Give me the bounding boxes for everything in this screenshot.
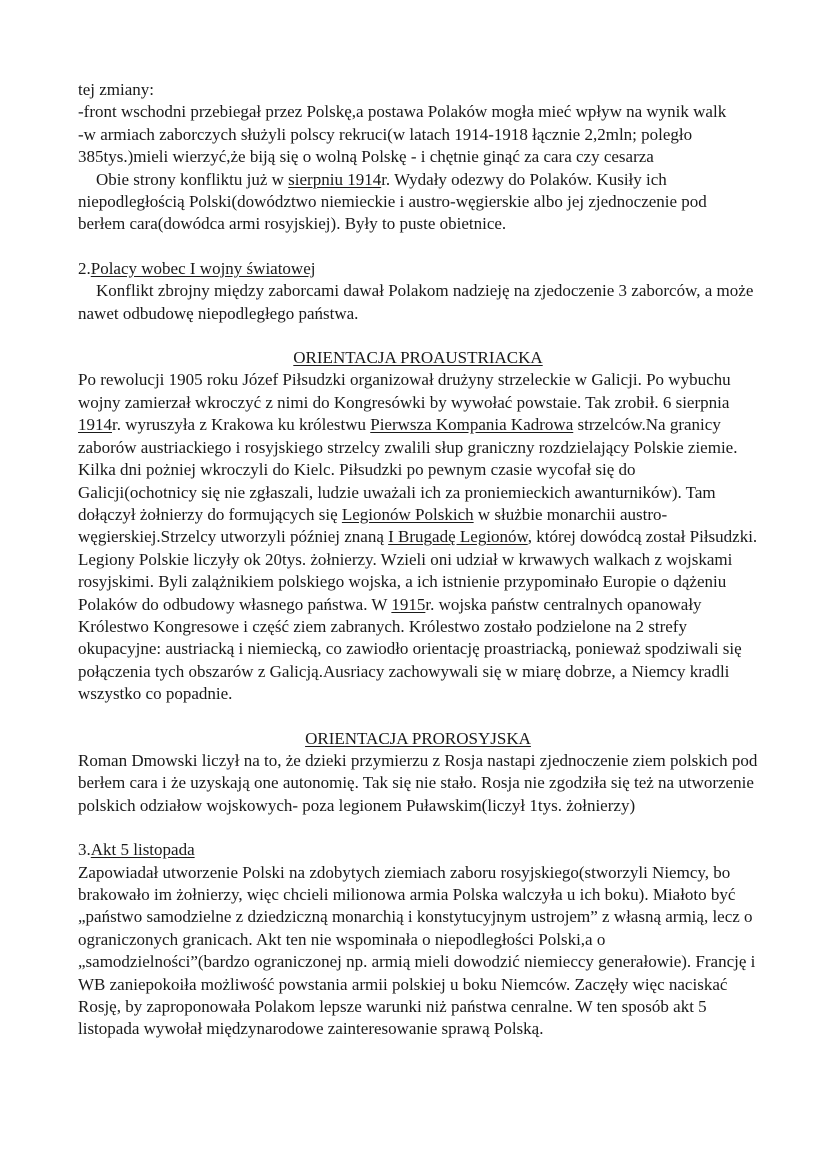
section-2-heading [78,258,758,280]
underlined-date: 1915 [391,594,426,614]
section-title: Polacy wobec I wojny światowej [90,258,316,278]
section-2-body: Konflikt zbrojny między zaborcami dawał Polakom nadzieję na zjedoczenie 3 zaborców, a może nawet odbudowę niepodległego państwa. [78,281,754,323]
section-title: Akt 5 listopada [90,840,195,860]
section-3-body: Zapowiadał utworzenie Polski na zdobytych ziemiach zaboru rosyjskiego(stworzyli Niemcy, bo brakowało im żołnierzy, więc chcieli milionowa armia Polska walczyła u ich boku). Miałoto być „państwo samodzielne z dziedziczną monarchią i konstytucyjnym ustrojem” z własną armią, lecz o ograniczonych granicach. Akt ten nie wspominała o niepodległości Polski,a o „samodzielności”(bardzo ograniczonej np. armią mieli dowodzić niemieccy generałowie). Francję i WB zaniepokoiła możliwość powstania armii polskiej u boku Niemców. Zaczęły więc naciskać Rosję, by zaproponowała Polakom lepsze warunki niż państwa cenralne. W ten sposób akt 5 listopada wywołał międzynarodowe zainteresowanie sprawą Polską. [78,862,756,1039]
underlined-date: 1914 [78,415,112,435]
intro-line: tej zmiany: [78,80,155,99]
prorosyjska-heading [78,728,758,750]
text-run: r. wyruszyła z Krakowa ku królestwu [112,415,371,435]
document-page [78,79,758,1041]
text-run: Po rewolucji 1905 roku Józef Piłsudzki organizował drużyny strzeleckie w Galicji. Po wybuchu wojny zamierzał wkroczyć z nimi do Kongresówki by wywołać powstaie. Tak zrobił. 6 sierpnia [78,370,731,412]
section-number: 3. [78,840,91,860]
text-run: , której dowódcą został Piłsudzki. Legiony Polskie liczyły ok 20tys. żołnierzy. Wzieli oni udział w krwawych walkach z wojskami rosyjskimi. Byli zalążnikiem polskiego wojska, a ich istnienie przypominało Europie o dążeniu Polaków do odbudowy własnego państwa. W [78,527,758,614]
text-run: Obie strony konfliktu już w [96,169,289,189]
section-number: 2. [78,258,91,278]
text-run: strzelców.Na granicy zaborów austriackiego i rosyjskiego strzelcy zwalili słup graniczny rozdzielający Polskie ziemie. Kilka dni pożniej wkroczyli do Kielc. Piłsudzki po pewnym czasie wycofał się do Galicji(ochotnicy się nie zgłaszali, ludzie uważali ich za proniemieckich awanturników). Tam dołączył żołnierzy do formujących się [78,415,738,524]
prorosyjska-body: Roman Dmowski liczył na to, że dzieki przymierzu z Rosja nastapi zjednoczenie ziem polskich pod berłem cara i że uzyskają one autonomię. Tak się nie stało. Rosja nie zgodziła się też na utworzenie polskich odziałow wojskowych- poza legionem Puławskim(liczył 1tys. żołnierzy) [78,750,758,815]
underlined-term: Legionów Polskich [341,504,474,524]
intro-line: -front wschodni przebiegał przez Polskę,a postawa Polaków mogła mieć wpływ na wynik walk [78,102,727,122]
underlined-date: sierpniu 1914 [288,169,382,189]
section-3-heading [78,839,758,861]
heading-text: ORIENTACJA PROROSYJSKA [305,728,531,748]
proaustriacka-heading [78,347,758,369]
text-run: r. Wydały odezwy do Polaków. Kusiły ich niepodległością Polski(dowództwo niemieckie i austro-węgierskie albo jej zjednoczenie pod berłem cara(dowódca armi rosyjskiej). Były to puste obietnice. [78,169,707,234]
proaustriacka-body [78,369,758,705]
intro-paragraph [78,169,758,236]
text-run: w służbie monarchii austro-węgierskiej.Strzelcy utworzyli później znaną [78,504,668,547]
intro-line: -w armiach zaborczych służyli polscy rekruci(w latach 1914-1918 łącznie 2,2mln; poległo 385tys.)mieli wierzyć,że biją się o wolną Polskę - i chętnie ginąć za cara czy cesarza [78,124,693,167]
underlined-term: Pierwsza Kompania Kadrowa [370,415,574,435]
underlined-term: I Brugadę Legionów [388,527,528,547]
text-run: r. wojska państw centralnych opanowały Królestwo Kongresowe i część ziem zabranych. Królestwo zostało podzielone na 2 strefy okupacyjne: austriacką i niemiecką, co zawiodło orientację proastriacką, ponieważ spodziwali się połączenia tych obszarów z Galicją.Ausriacy zachowywali się w miarę dobrze, a Niemcy kradli wszystko co popadnie. [78,594,742,704]
heading-text: ORIENTACJA PROAUSTRIACKA [293,348,543,368]
